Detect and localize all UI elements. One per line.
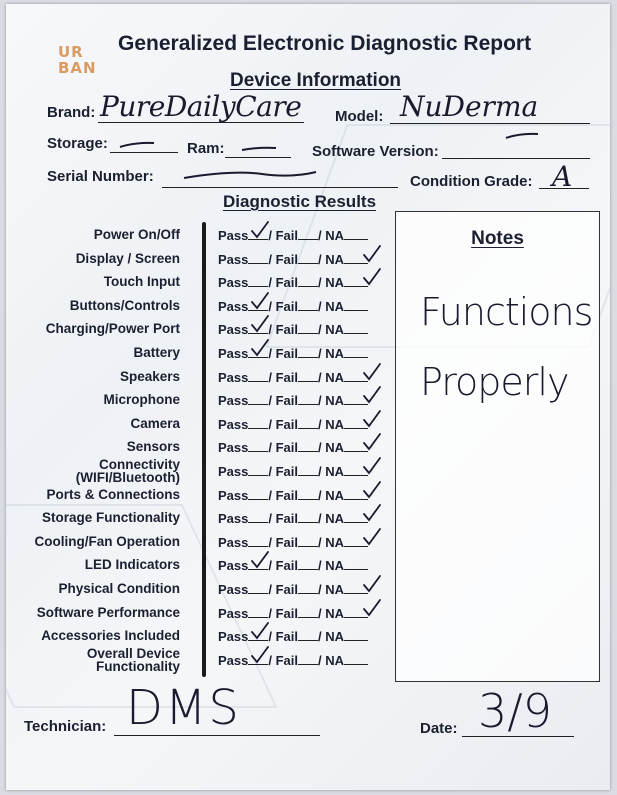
check-mark-icon	[362, 366, 386, 386]
notes-line-2[interactable]: Properly	[420, 360, 569, 404]
fail-option: / Fail	[268, 558, 298, 573]
diagnostic-options	[218, 629, 368, 644]
software-version-line	[442, 158, 590, 159]
pass-option: Pass	[218, 582, 249, 597]
na-blank[interactable]	[344, 629, 368, 641]
fail-blank[interactable]	[298, 322, 318, 334]
diagnostic-label-line: Speakers	[119, 369, 180, 384]
pass-blank[interactable]	[248, 464, 268, 476]
fail-blank[interactable]	[298, 346, 318, 358]
diagnostic-label-line: Touch Input	[103, 274, 180, 289]
model-label: Model:	[335, 108, 384, 125]
fail-option: / Fail	[268, 582, 298, 597]
fail-option: / Fail	[268, 228, 298, 243]
logo-line-1: UR	[58, 43, 84, 61]
na-option: / NA	[318, 322, 344, 337]
diagnostic-label-line: Accessories Included	[41, 628, 180, 643]
pass-blank[interactable]	[248, 417, 268, 429]
pass-blank[interactable]	[248, 535, 268, 547]
na-option: / NA	[318, 629, 344, 644]
check-mark-icon	[250, 342, 274, 362]
fail-blank[interactable]	[298, 511, 318, 523]
diagnostic-options	[218, 417, 368, 432]
fail-blank[interactable]	[298, 582, 318, 594]
check-mark-icon	[362, 248, 386, 268]
software-version-label: Software Version:	[312, 143, 439, 160]
pass-option: Pass	[218, 228, 249, 243]
brand-label: Brand:	[47, 104, 96, 121]
diagnostic-label	[85, 558, 180, 571]
device-info-heading: Device Information	[230, 70, 402, 91]
ram-line	[225, 157, 291, 158]
technician-value[interactable]: DMS	[126, 680, 241, 736]
fail-blank[interactable]	[298, 653, 318, 665]
na-option: / NA	[318, 464, 344, 479]
diagnostic-options	[218, 464, 368, 479]
diagnostic-label-line: Physical Condition	[58, 581, 180, 596]
logo-line-2: BAN	[58, 59, 97, 77]
model-value[interactable]: NuDerma	[400, 90, 539, 123]
pass-option: Pass	[218, 275, 249, 290]
date-value[interactable]: 3/9	[478, 684, 553, 738]
diagnostic-label-line: Microphone	[103, 392, 180, 407]
pass-option: Pass	[218, 535, 249, 550]
fail-option: / Fail	[268, 417, 298, 432]
diagnostic-label-line: Battery	[133, 345, 180, 360]
check-mark-icon	[362, 271, 386, 291]
report-sheet	[6, 4, 610, 790]
diagnostic-options	[218, 252, 368, 267]
na-option: / NA	[318, 393, 344, 408]
na-option: / NA	[318, 653, 344, 668]
check-mark-icon	[250, 318, 274, 338]
diagnostic-label	[46, 488, 180, 501]
date-label: Date:	[420, 720, 458, 737]
check-mark-icon	[362, 413, 386, 433]
condition-grade-label: Condition Grade:	[410, 173, 533, 190]
check-mark-icon	[362, 389, 386, 409]
diagnostic-options	[218, 322, 368, 337]
diagnostic-options	[218, 393, 368, 408]
na-blank[interactable]	[344, 228, 368, 240]
diagnostic-options	[218, 535, 368, 550]
pass-option: Pass	[218, 370, 249, 385]
check-mark-icon	[362, 484, 386, 504]
fail-blank[interactable]	[298, 464, 318, 476]
check-mark-icon	[362, 507, 386, 527]
pass-blank[interactable]	[248, 511, 268, 523]
pass-option: Pass	[218, 393, 249, 408]
fail-blank[interactable]	[298, 558, 318, 570]
check-mark-icon	[250, 554, 274, 574]
fail-blank[interactable]	[298, 606, 318, 618]
fail-blank[interactable]	[298, 299, 318, 311]
diagnostic-label	[70, 299, 180, 312]
fail-blank[interactable]	[298, 228, 318, 240]
diagnostic-options	[218, 653, 368, 668]
fail-blank[interactable]	[298, 629, 318, 641]
diagnostic-options	[218, 440, 368, 455]
pass-option: Pass	[218, 629, 249, 644]
pass-option: Pass	[218, 464, 249, 479]
na-option: / NA	[318, 252, 344, 267]
pass-option: Pass	[218, 252, 249, 267]
pass-option: Pass	[218, 417, 249, 432]
na-option: / NA	[318, 275, 344, 290]
pass-option: Pass	[218, 322, 249, 337]
fail-option: / Fail	[268, 653, 298, 668]
fail-blank[interactable]	[298, 488, 318, 500]
pass-blank[interactable]	[248, 393, 268, 405]
ram-dash-mark	[240, 144, 280, 154]
diagnostic-label-line: Software Performance	[36, 605, 180, 620]
fail-option: / Fail	[268, 252, 298, 267]
na-option: / NA	[318, 370, 344, 385]
fail-option: / Fail	[268, 511, 298, 526]
fail-option: / Fail	[268, 370, 298, 385]
pass-option: Pass	[218, 511, 249, 526]
na-blank[interactable]	[344, 346, 368, 358]
pass-option: Pass	[218, 299, 249, 314]
diagnostic-label-line: Sensors	[126, 439, 180, 454]
na-option: / NA	[318, 417, 344, 432]
diagnostic-label-line: LED Indicators	[84, 557, 180, 572]
diagnostic-label-line: Display / Screen	[75, 251, 180, 266]
diagnostic-label-line: Power On/Off	[93, 227, 180, 242]
diagnostic-label	[130, 417, 180, 430]
storage-dash-mark	[118, 140, 158, 150]
diagnostic-label-line: Buttons/Controls	[69, 298, 180, 313]
serial-number-label: Serial Number:	[47, 168, 154, 185]
ram-label: Ram:	[187, 140, 225, 157]
na-option: / NA	[318, 346, 344, 361]
pass-option: Pass	[218, 653, 249, 668]
diagnostic-label	[133, 346, 180, 359]
pass-blank[interactable]	[248, 582, 268, 594]
diagnostic-label-line: Cooling/Fan Operation	[34, 534, 180, 549]
fail-blank[interactable]	[298, 440, 318, 452]
fail-blank[interactable]	[298, 535, 318, 547]
diagnostic-label-line: Charging/Power Port	[45, 321, 180, 336]
fail-option: / Fail	[268, 275, 298, 290]
storage-label: Storage:	[47, 135, 108, 152]
diagnostic-options	[218, 511, 368, 526]
fail-option: / Fail	[268, 393, 298, 408]
diagnostic-options	[218, 228, 368, 243]
diagnostic-results-heading: Diagnostic Results	[223, 192, 377, 211]
diagnostic-label-line: Storage Functionality	[41, 510, 180, 525]
diagnostic-options	[218, 299, 368, 314]
diagnostic-label	[87, 647, 180, 673]
diagnostic-label	[104, 393, 181, 406]
fail-option: / Fail	[268, 629, 298, 644]
fail-option: / Fail	[268, 535, 298, 550]
diagnostic-label	[120, 370, 180, 383]
diagnostic-label	[127, 440, 180, 453]
fail-blank[interactable]	[298, 370, 318, 382]
diagnostic-label	[58, 582, 180, 595]
na-blank[interactable]	[344, 653, 368, 665]
diagnostic-options	[218, 558, 368, 573]
serial-dash-mark	[182, 168, 322, 184]
na-blank[interactable]	[344, 322, 368, 334]
pass-blank[interactable]	[248, 370, 268, 382]
fail-option: / Fail	[268, 464, 298, 479]
na-blank[interactable]	[344, 558, 368, 570]
pass-option: Pass	[218, 440, 249, 455]
technician-label: Technician:	[24, 718, 107, 735]
fail-blank[interactable]	[298, 252, 318, 264]
na-option: / NA	[318, 606, 344, 621]
notes-heading: Notes	[471, 228, 524, 249]
pass-option: Pass	[218, 606, 249, 621]
diagnostic-options	[218, 370, 368, 385]
pass-blank[interactable]	[248, 488, 268, 500]
diagnostic-label	[35, 535, 181, 548]
check-mark-icon	[250, 625, 274, 645]
fail-option: / Fail	[268, 440, 298, 455]
report-title: Generalized Electronic Diagnostic Report	[118, 32, 532, 55]
fail-blank[interactable]	[298, 417, 318, 429]
na-option: / NA	[318, 582, 344, 597]
fail-option: / Fail	[268, 488, 298, 503]
check-mark-icon	[362, 578, 386, 598]
diagnostic-label-line: Camera	[130, 416, 180, 431]
diagnostic-options	[218, 488, 368, 503]
diagnostic-label	[104, 275, 180, 288]
brand-logo	[58, 43, 97, 77]
fail-option: / Fail	[268, 322, 298, 337]
diagnostic-options	[218, 582, 368, 597]
diagnostic-label	[76, 252, 180, 265]
check-mark-icon	[362, 460, 386, 480]
pass-option: Pass	[218, 346, 249, 361]
notes-line-1[interactable]: Functions	[420, 290, 593, 334]
check-mark-icon	[250, 649, 274, 669]
na-option: / NA	[318, 299, 344, 314]
check-mark-icon	[362, 602, 386, 622]
fail-option: / Fail	[268, 606, 298, 621]
diagnostic-label	[42, 511, 180, 524]
diagnostic-label	[37, 606, 180, 619]
serial-number-line	[162, 187, 398, 188]
diagnostic-label	[76, 458, 180, 484]
diagnostic-label-line: Functionality	[96, 659, 180, 674]
diagnostic-label-line: Connectivity	[98, 457, 180, 472]
diagnostic-label-line: (WIFI/Bluetooth)	[75, 470, 180, 485]
fail-blank[interactable]	[298, 275, 318, 287]
diagnostic-label	[94, 228, 180, 241]
pass-blank[interactable]	[248, 275, 268, 287]
model-line	[390, 123, 590, 124]
check-mark-icon	[250, 224, 274, 244]
fail-option: / Fail	[268, 299, 298, 314]
diagnostic-options	[218, 606, 368, 621]
diagnostic-label-line: Overall Device	[86, 646, 180, 661]
diagnostic-label	[46, 322, 180, 335]
pass-blank[interactable]	[248, 440, 268, 452]
na-option: / NA	[318, 488, 344, 503]
divider-bar	[202, 222, 206, 677]
check-mark-icon	[362, 436, 386, 456]
diagnostic-label	[41, 629, 180, 642]
na-option: / NA	[318, 228, 344, 243]
na-option: / NA	[318, 558, 344, 573]
pass-option: Pass	[218, 488, 249, 503]
pass-blank[interactable]	[248, 606, 268, 618]
check-mark-icon	[362, 531, 386, 551]
condition-grade-value[interactable]: A	[552, 160, 573, 193]
software-dash-mark	[504, 130, 544, 142]
fail-blank[interactable]	[298, 393, 318, 405]
fail-option: / Fail	[268, 346, 298, 361]
diagnostic-options	[218, 346, 368, 361]
brand-value[interactable]: PureDailyCare	[100, 90, 302, 123]
pass-blank[interactable]	[248, 252, 268, 264]
na-option: / NA	[318, 535, 344, 550]
storage-line	[110, 152, 178, 153]
diagnostic-label-line: Ports & Connections	[46, 487, 180, 502]
check-mark-icon	[250, 295, 274, 315]
na-option: / NA	[318, 440, 344, 455]
pass-option: Pass	[218, 558, 249, 573]
diagnostic-options	[218, 275, 368, 290]
notes-box	[395, 211, 600, 682]
na-blank[interactable]	[344, 299, 368, 311]
na-option: / NA	[318, 511, 344, 526]
